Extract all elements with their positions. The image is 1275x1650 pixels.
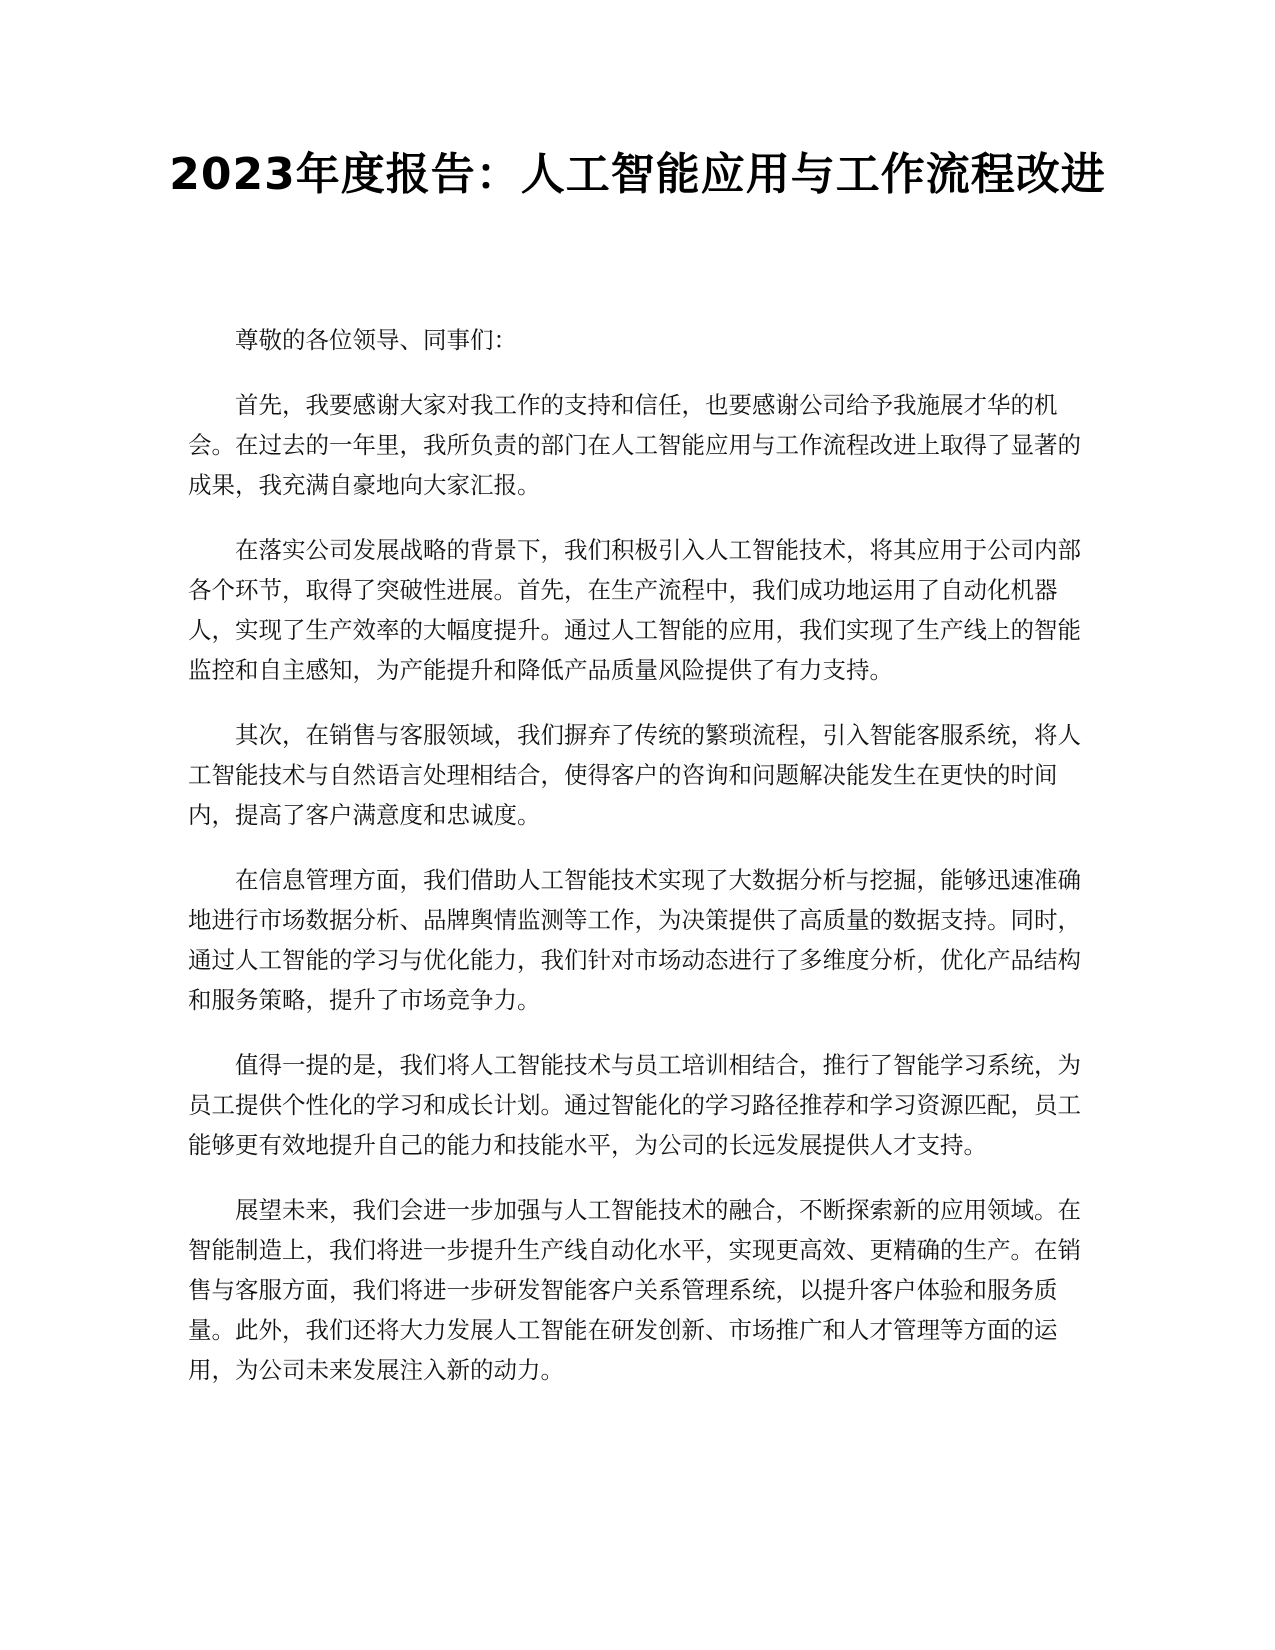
paragraph: 在落实公司发展战略的背景下，我们积极引入人工智能技术，将其应用于公司内部各个环节，取得了突破性进展。首先，在生产流程中，我们成功地运用了自动化机器人，实现了生产效率的大幅度提升。通过人工智能的应用，我们实现了生产线上的智能监控和自主感知，为产能提升和降低产品质量风险提供了有力支持。	[188, 536, 1081, 684]
document-title: 2023年度报告：人工智能应用与工作流程改进	[169, 149, 1106, 200]
paragraph: 值得一提的是，我们将人工智能技术与员工培训相结合，推行了智能学习系统，为员工提供个性化的学习和成长计划。通过智能化的学习路径推荐和学习资源匹配，员工能够更有效地提升自己的能力和技能水平，为公司的长远发展提供人才支持。	[188, 1051, 1081, 1159]
salutation: 尊敬的各位领导、同事们：	[235, 326, 517, 354]
paragraph: 展望未来，我们会进一步加强与人工智能技术的融合，不断探索新的应用领域。在智能制造上，我们将进一步提升生产线自动化水平，实现更高效、更精确的生产。在销售与客服方面，我们将进一步研发智能客户关系管理系统，以提升客户体验和服务质量。此外，我们还将大力发展人工智能在研发创新、市场推广和人才管理等方面的运用，为公司未来发展注入新的动力。	[188, 1196, 1081, 1384]
paragraph: 在信息管理方面，我们借助人工智能技术实现了大数据分析与挖掘，能够迅速准确地进行市场数据分析、品牌舆情监测等工作，为决策提供了高质量的数据支持。同时，通过人工智能的学习与优化能力，我们针对市场动态进行了多维度分析，优化产品结构和服务策略，提升了市场竞争力。	[188, 866, 1081, 1014]
paragraph: 其次，在销售与客服领域，我们摒弃了传统的繁琐流程，引入智能客服系统，将人工智能技术与自然语言处理相结合，使得客户的咨询和问题解决能发生在更快的时间内，提高了客户满意度和忠诚度。	[188, 721, 1081, 829]
paragraph: 首先，我要感谢大家对我工作的支持和信任，也要感谢公司给予我施展才华的机会。在过去的一年里，我所负责的部门在人工智能应用与工作流程改进上取得了显著的成果，我充满自豪地向大家汇报。	[188, 391, 1081, 499]
document-body	[188, 320, 1083, 1415]
